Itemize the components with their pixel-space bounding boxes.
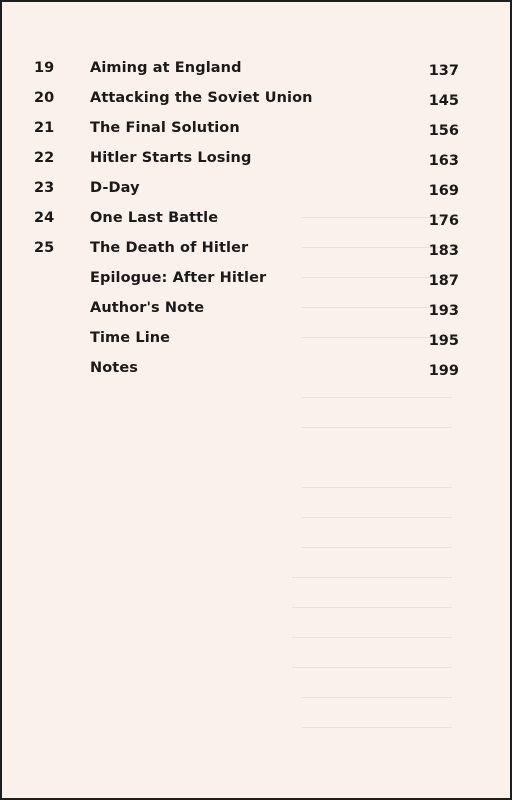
toc-entry: [2, 178, 510, 208]
page-number: 169: [428, 183, 459, 199]
page-number: 163: [428, 153, 459, 169]
chapter-number: 23: [34, 180, 55, 196]
chapter-title: Hitler Starts Losing: [90, 150, 252, 166]
page-number: 199: [428, 363, 459, 379]
chapter-title: D-Day: [90, 180, 140, 196]
chapter-title: The Final Solution: [90, 120, 240, 136]
chapter-title: Epilogue: After Hitler: [90, 270, 267, 286]
toc-entry: [2, 328, 510, 358]
chapter-number: 25: [34, 240, 55, 256]
chapter-number: 24: [34, 210, 55, 226]
toc-entry: [2, 208, 510, 238]
toc-entry: [2, 148, 510, 178]
chapter-number: 20: [34, 90, 55, 106]
page-number: 156: [428, 123, 459, 139]
table-of-contents: [2, 58, 510, 388]
chapter-title: One Last Battle: [90, 210, 219, 226]
chapter-title: Aiming at England: [90, 60, 242, 76]
chapter-number: 21: [34, 120, 55, 136]
page-number: 195: [428, 333, 459, 349]
page-number: 137: [428, 63, 459, 79]
chapter-title: Notes: [90, 360, 138, 376]
chapter-title: The Death of Hitler: [90, 240, 249, 256]
page-number: 193: [428, 303, 459, 319]
chapter-title: Time Line: [90, 330, 171, 346]
toc-entry: [2, 268, 510, 298]
page-number: 187: [428, 273, 459, 289]
toc-entry: [2, 298, 510, 328]
toc-entry: [2, 88, 510, 118]
page-number: 183: [428, 243, 459, 259]
chapter-title: Author's Note: [90, 300, 205, 316]
toc-entry: [2, 358, 510, 388]
toc-entry: [2, 118, 510, 148]
chapter-title: Attacking the Soviet Union: [90, 90, 313, 106]
page-number: 145: [428, 93, 459, 109]
toc-entry: [2, 238, 510, 268]
toc-entry: [2, 58, 510, 88]
page-number: 176: [428, 213, 459, 229]
chapter-number: 19: [34, 60, 55, 76]
chapter-number: 22: [34, 150, 55, 166]
